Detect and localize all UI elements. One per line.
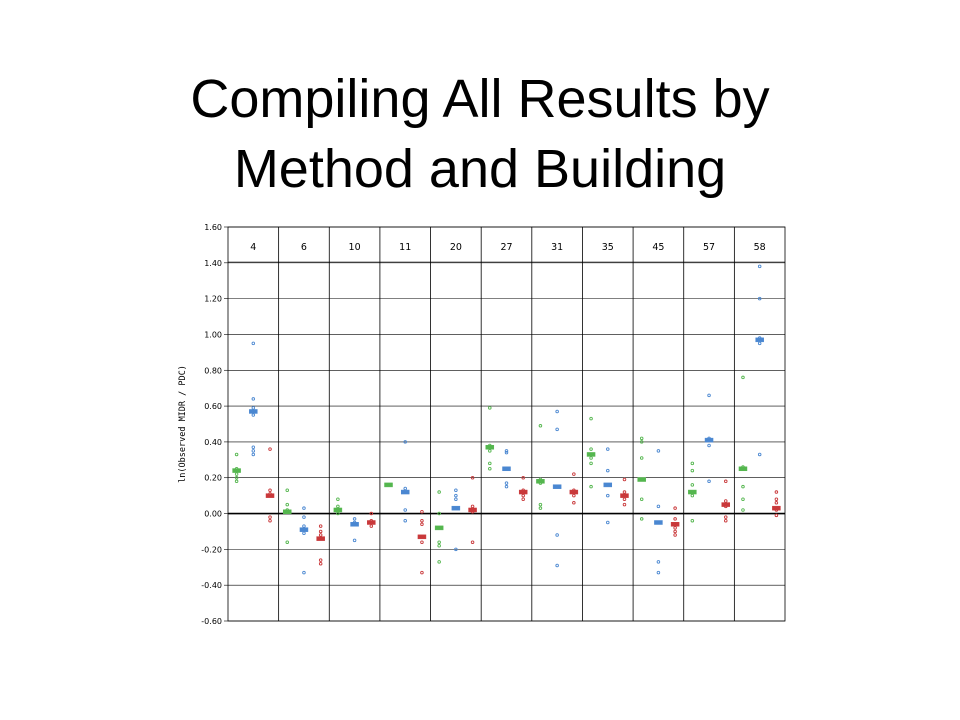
y-tick-label: 1.00 <box>204 330 222 340</box>
median-box <box>317 537 325 541</box>
y-tick-label: 1.60 <box>204 223 222 232</box>
median-box <box>367 521 375 525</box>
y-tick-label: 0.80 <box>204 366 222 376</box>
median-box <box>722 503 730 507</box>
median-box <box>705 438 713 442</box>
y-tick-label: -0.20 <box>201 545 222 555</box>
median-box <box>654 521 662 525</box>
y-tick-label: -0.40 <box>201 581 222 591</box>
median-box <box>418 535 426 539</box>
building-label: 35 <box>601 242 614 253</box>
building-label: 45 <box>652 242 665 253</box>
y-tick-label: 0.00 <box>204 509 222 519</box>
median-box <box>604 483 612 487</box>
y-tick-label: 0.40 <box>204 437 222 447</box>
median-box <box>503 467 511 471</box>
y-axis-label: ln(Observed MIDR / PDC) <box>178 365 188 483</box>
median-box <box>351 522 359 526</box>
building-label: 4 <box>250 242 257 253</box>
median-box <box>435 526 443 530</box>
building-label: 58 <box>753 242 766 253</box>
median-box <box>772 506 780 510</box>
building-label: 27 <box>500 242 513 253</box>
median-box <box>249 409 257 413</box>
median-box <box>553 485 561 489</box>
median-box <box>756 338 764 342</box>
y-tick-label: 0.20 <box>204 473 222 483</box>
building-label: 10 <box>348 242 361 253</box>
y-tick-label: 1.40 <box>204 258 222 268</box>
median-box <box>671 522 679 526</box>
median-box <box>688 490 696 494</box>
median-box <box>587 452 595 456</box>
building-label: 6 <box>300 242 307 253</box>
median-box <box>536 479 544 483</box>
building-label: 20 <box>449 242 462 253</box>
building-label: 57 <box>702 242 716 253</box>
slide-title-line-1: Compiling All Results by <box>190 69 770 129</box>
median-box <box>638 478 646 482</box>
y-tick-label: 0.60 <box>204 402 222 412</box>
median-box <box>266 494 274 498</box>
median-box <box>300 528 308 532</box>
median-box <box>283 510 291 514</box>
median-box <box>469 508 477 512</box>
median-box <box>233 469 241 473</box>
building-label: 11 <box>399 242 412 253</box>
median-box <box>385 483 393 487</box>
median-box <box>334 508 342 512</box>
building-label: 31 <box>551 242 564 253</box>
median-box <box>739 467 747 471</box>
y-tick-label: 1.20 <box>204 294 222 304</box>
median-box <box>486 445 494 449</box>
median-box <box>452 506 460 510</box>
median-box <box>519 490 527 494</box>
median-box <box>401 490 409 494</box>
median-box <box>570 490 578 494</box>
slide-title-line-2: Method and Building <box>233 139 727 199</box>
median-box <box>620 494 628 498</box>
y-tick-label: -0.60 <box>201 617 222 626</box>
plot-area <box>228 227 785 621</box>
